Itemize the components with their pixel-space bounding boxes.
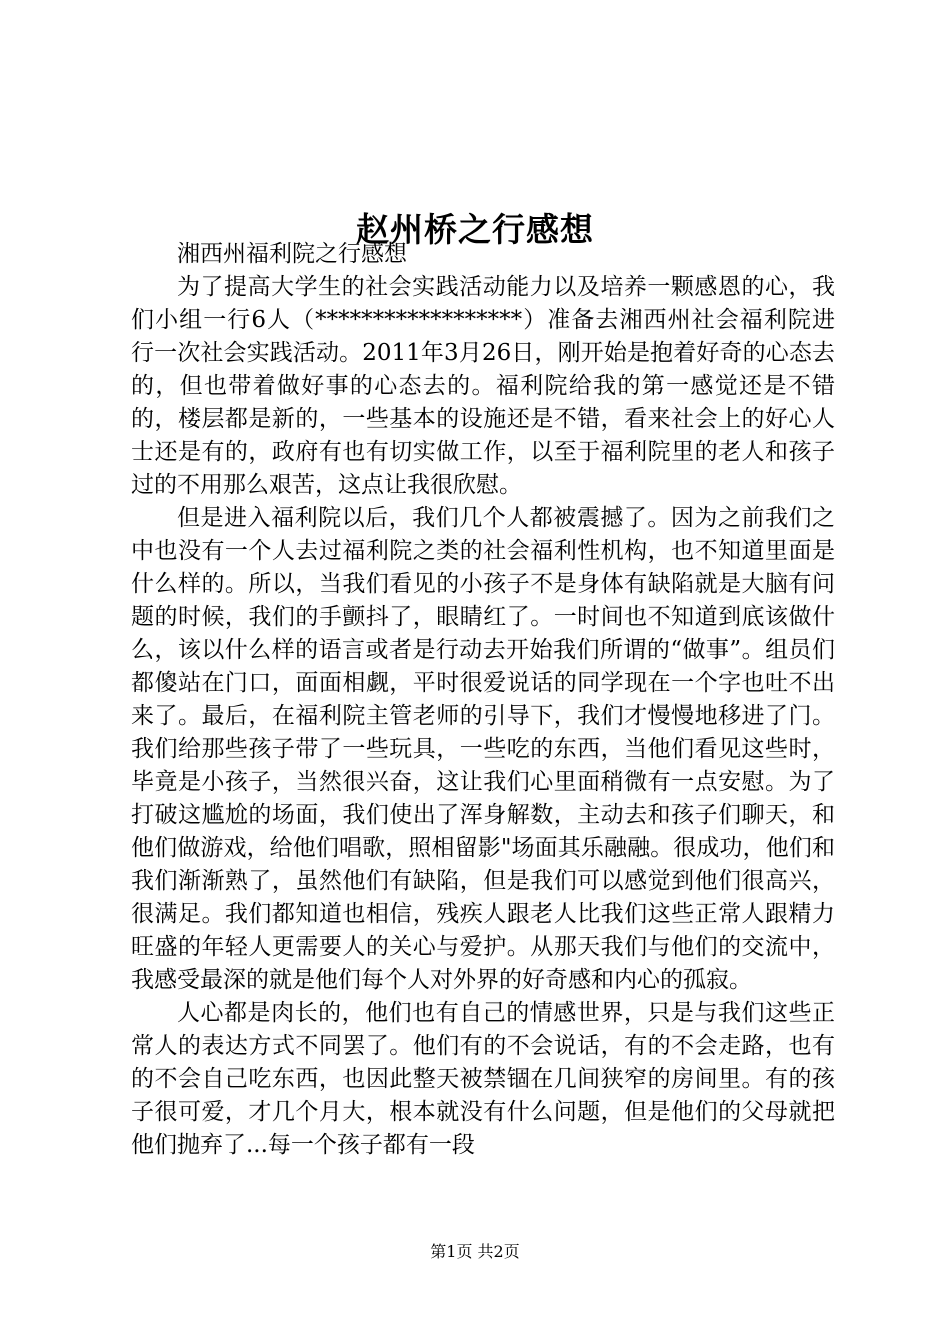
paragraph-3: 人心都是肉长的，他们也有自己的情感世界，只是与我们这些正常人的表达方式不同罢了。他们有的不会说话，有的不会走路，也有的不会自己吃东西，也因此整天被禁锢在几间狭窄的房间里。有的孩子很可爱，才几个月大，根本就没有什么问题，但是他们的父母就把他们抛弃了...每一个孩子都有一段 (131, 1000, 835, 1158)
document-title: 赵州桥之行感想 (356, 210, 594, 250)
paragraph-1: 为了提高大学生的社会实践活动能力以及培养一颗感恩的心，我们小组一行6人（******************）准备去湘西州社会福利院进行一次社会实践活动。2011年3月26日，刚开始是抱着好奇的心态去的，但也带着做好事的心态去的。福利院给我的第一感觉还是不错的，楼层都是新的，一些基本的设施还是不错，看来社会上的好心人士还是有的，政府有也有切实做工作，以至于福利院里的老人和孩子过的不用那么艰苦，这点让我很欣慰。 (131, 274, 835, 498)
document-body (131, 238, 835, 1162)
paragraph-2: 但是进入福利院以后，我们几个人都被震撼了。因为之前我们之中也没有一个人去过福利院之类的社会福利性机构，也不知道里面是什么样的。所以，当我们看见的小孩子不是身体有缺陷就是大脑有问题的时候，我们的手颤抖了，眼睛红了。一时间也不知道到底该做什么，该以什么样的语言或者是行动去开始我们所谓的“做事”。组员们都傻站在门口，面面相觑，平时很爱说话的同学现在一个字也吐不出来了。最后，在福利院主管老师的引导下，我们才慢慢地移进了门。我们给那些孩子带了一些玩具，一些吃的东西，当他们看见这些时，毕竟是小孩子，当然很兴奋，这让我们心里面稍微有一点安慰。为了打破这尴尬的场面，我们使出了浑身解数，主动去和孩子们聊天，和他们做游戏，给他们唱歌，照相留影"场面其乐融融。很成功，他们和我们渐渐熟了，虽然他们有缺陷，但是我们可以感觉到他们很高兴，很满足。我们都知道也相信，残疾人跟老人比我们这些正常人跟精力旺盛的年轻人更需要人的关心与爱护。从那天我们与他们的交流中，我感受最深的就是他们每个人对外界的好奇感和内心的孤寂。 (131, 505, 835, 993)
document-subtitle: 湘西州福利院之行感想 (177, 241, 407, 267)
page-number-footer: 第1页 共2页 (430, 1242, 520, 1261)
